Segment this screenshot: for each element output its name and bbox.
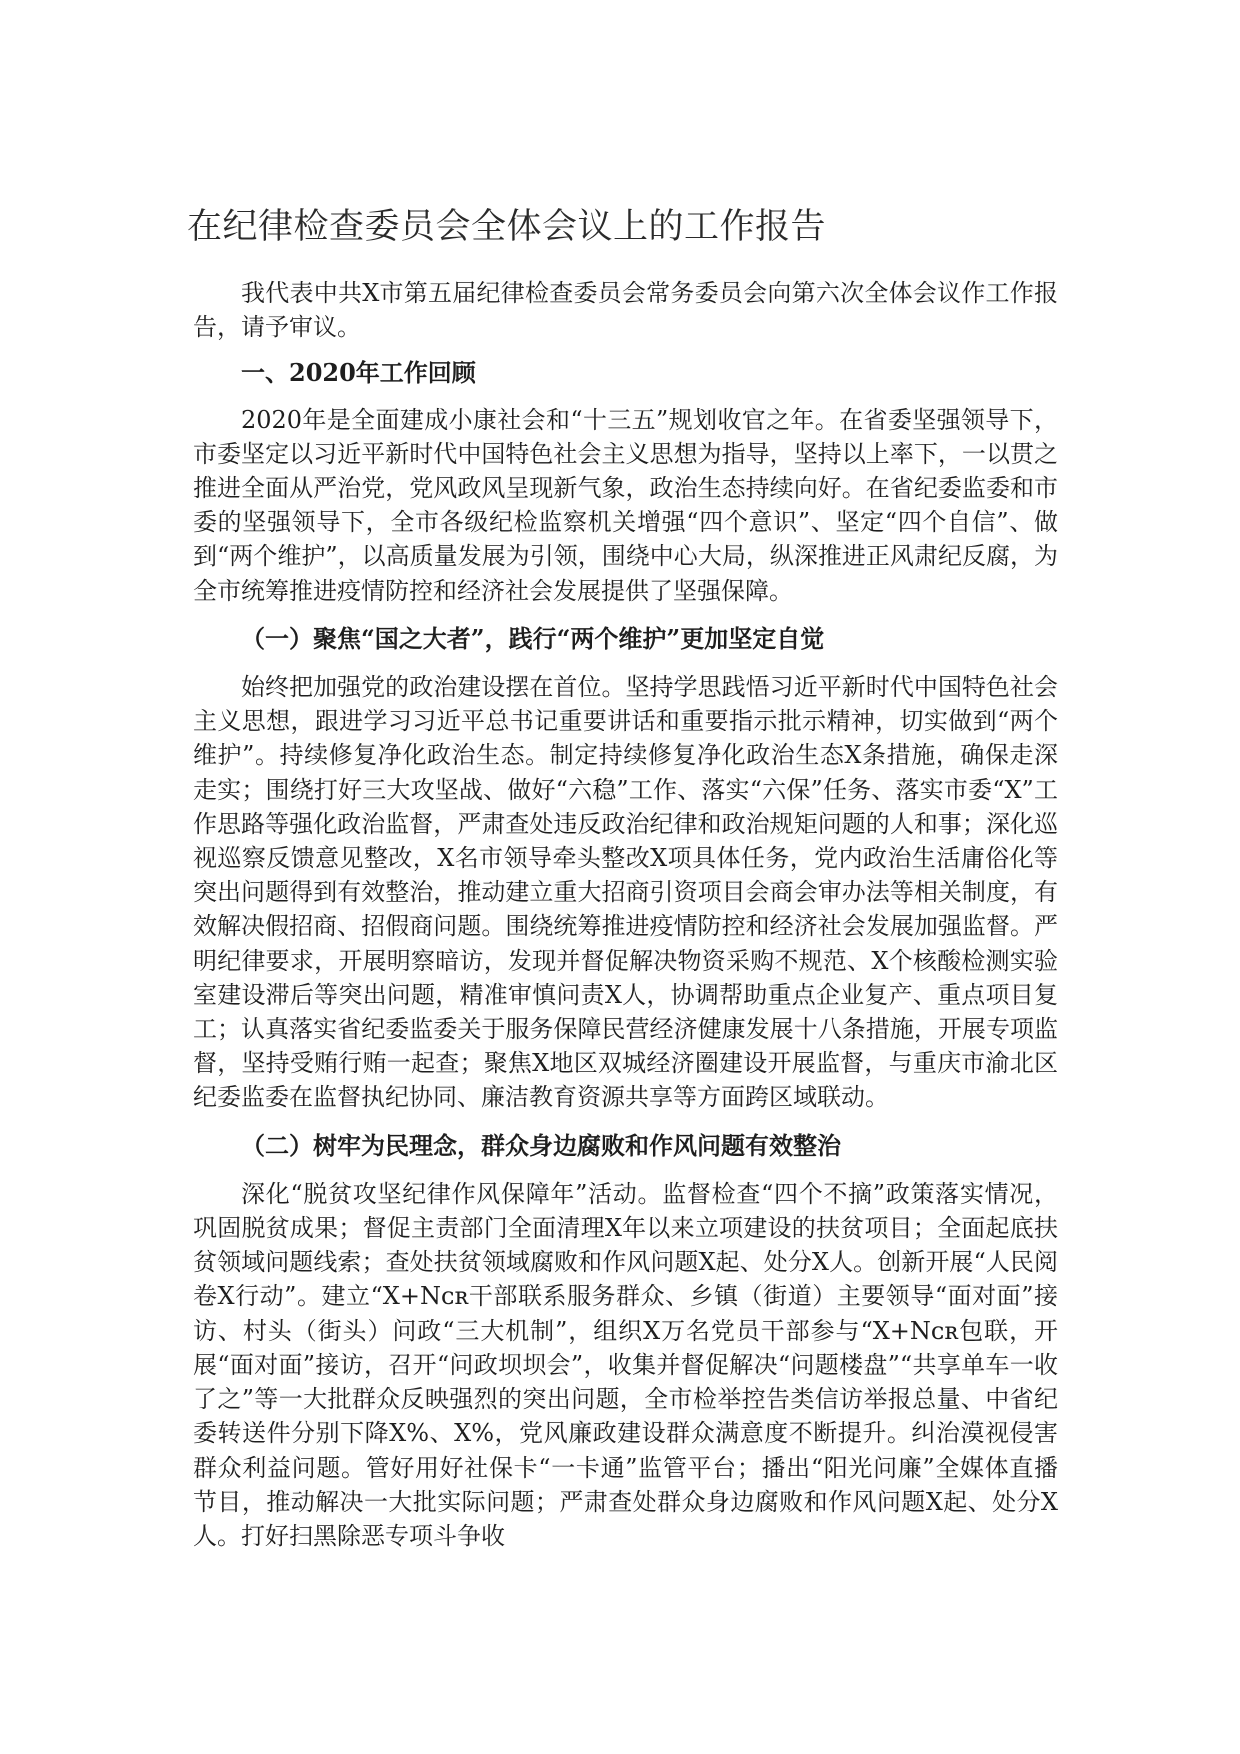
subsection-1-paragraph: 始终把加强党的政治建设摆在首位。坚持学思践悟习近平新时代中国特色社会主义思想，跟进学习习近平总书记重要讲话和重要指示批示精神，切实做到“两个维护”。持续修复净化政治生态。制定持续修复净化政治生态X条措施，确保走深走实；围绕打好三大攻坚战、做好“六稳”工作、落实“六保”任务、落实市委“X”工作思路等强化政治监督，严肃查处违反政治纪律和政治规矩问题的人和事；深化巡视巡察反馈意见整改，X名市领导牵头整改X项具体任务，党内政治生活庸俗化等突出问题得到有效整治，推动建立重大招商引资项目会商会审办法等相关制度，有效解决假招商、招假商问题。围绕统筹推进疫情防控和经济社会发展加强监督。严明纪律要求，开展明察暗访，发现并督促解决物资采购不规范、X个核酸检测实验室建设滞后等突出问题，精准审慎问责X人，协调帮助重点企业复产、重点项目复工；认真落实省纪委监委关于服务保障民营经济健康发展十八条措施，开展专项监督，坚持受贿行贿一起查；聚焦X地区双城经济圈建设开展监督，与重庆市渝北区纪委监委在监督执纪协同、廉洁教育资源共享等方面跨区域联动。 — [193, 673, 1058, 1112]
document-title: 在纪律检查委员会全体会议上的工作报告 — [187, 207, 827, 247]
subsection-2-paragraph: 深化“脱贫攻坚纪律作风保障年”活动。监督检查“四个不摘”政策落实情况，巩固脱贫成果；督促主责部门全面清理X年以来立项建设的扶贫项目；全面起底扶贫领域问题线索；查处扶贫领域腐败和作风问题X起、处分X人。创新开展“人民阅卷X行动”。建立“X+Nᴄʀ干部联系服务群众、乡镇（街道）主要领导“面对面”接访、村头（街头）问政“三大机制”，组织X万名党员干部参与“X+Nᴄʀ包联，开展“面对面”接访，召开“问政坝坝会”，收集并督促解决“问题楼盘”“共享单车一收了之”等一大批群众反映强烈的突出问题，全市检举控告类信访举报总量、中省纪委转送件分别下降X%、X%，党风廉政建设群众满意度不断提升。纠治漠视侵害群众利益问题。管好用好社保卡“一卡通”监管平台；播出“阳光问廉”全媒体直播节目，推动解决一大批实际问题；严肃查处群众身边腐败和作风问题X起、处分X人。打好扫黑除恶专项斗争收 — [193, 1179, 1058, 1550]
section-heading-review: 一、2020年工作回顾 — [241, 358, 476, 388]
intro-paragraph: 我代表中共X市第五届纪律检查委员会常务委员会向第六次全体会议作工作报告，请予审议。 — [193, 279, 1058, 342]
section-review-paragraph: 2020年是全面建成小康社会和“十三五”规划收官之年。在省委坚强领导下，市委坚定以习近平新时代中国特色社会主义思想为指导，坚持以上率下，一以贯之推进全面从严治党，党风政风呈现新气象，政治生态持续向好。在省纪委监委和市委的坚强领导下，全市各级纪检监察机关增强“四个意识”、坚定“四个自信”、做到“两个维护”，以高质量发展为引领，围绕中心大局，纵深推进正风肃纪反腐，为全市统筹推进疫情防控和经济社会发展提供了坚强保障。 — [193, 405, 1058, 605]
subsection-heading-2: （二）树牢为民理念，群众身边腐败和作风问题有效整治 — [241, 1130, 841, 1160]
subsection-heading-1: （一）聚焦“国之大者”，践行“两个维护”更加坚定自觉 — [241, 623, 825, 653]
document-body — [193, 276, 1058, 1553]
